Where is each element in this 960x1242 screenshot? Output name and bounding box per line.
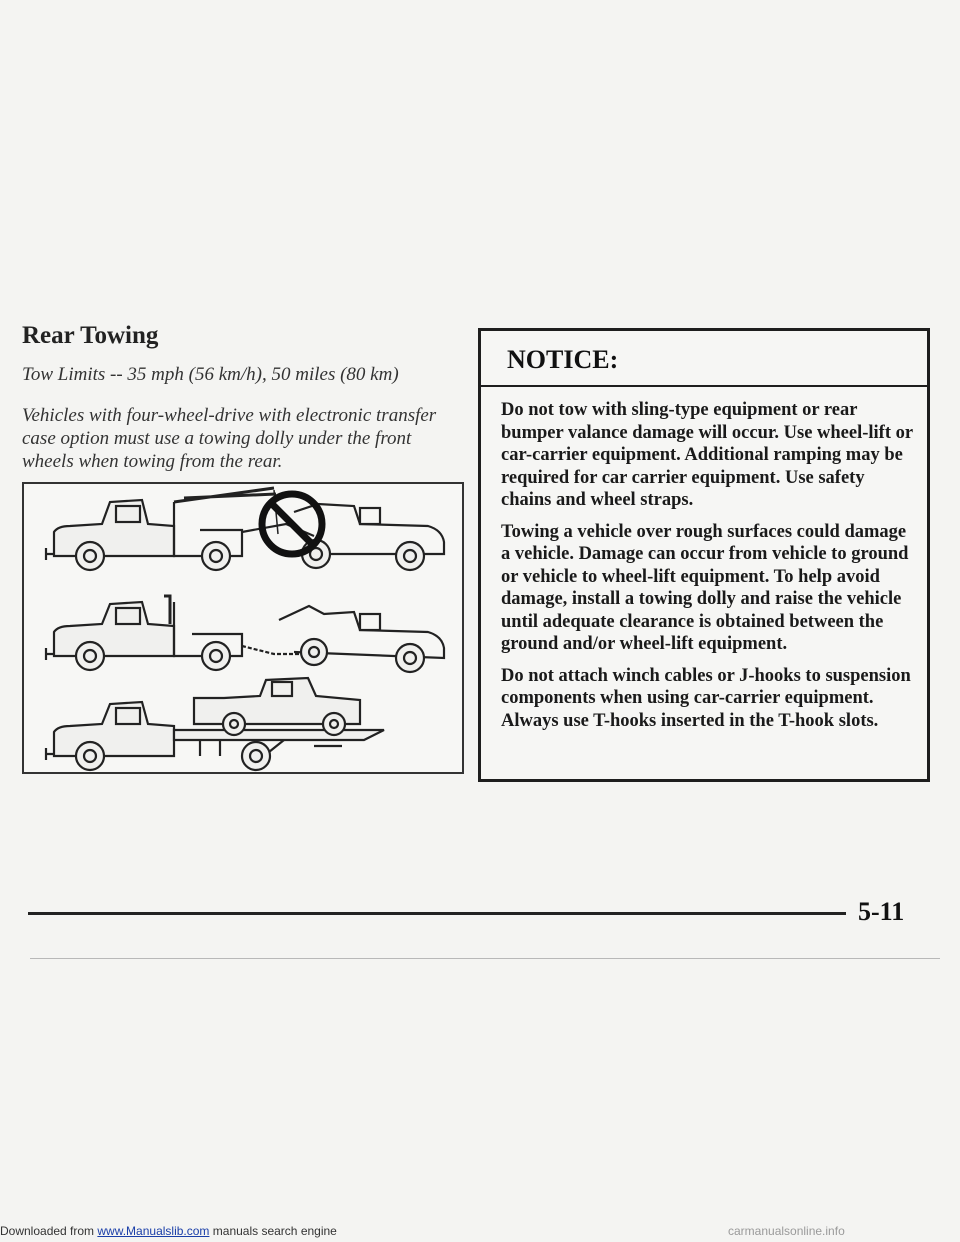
manualslib-link[interactable]: www.Manualslib.com [97,1224,210,1238]
notice-paragraph-rough-surfaces: Towing a vehicle over rough surfaces could damage a vehicle. Damage can occur from vehicle to ground or vehicle to wheel-lift equipment. To help avoid damage, install a towing dolly and raise the vehicle until adequate clearance is obtained between the ground and/or wheel-lift equipment. [501,521,909,654]
prohibited-icon [262,494,322,554]
notice-heading: NOTICE: [481,331,927,387]
notice-box [478,328,930,782]
dolly-requirement-text: Vehicles with four-wheel-drive with electronic transfer case option must use a towing dolly under the front wheels when towing from the rear. [22,405,437,472]
towing-diagram [24,484,462,772]
sling-tow-scene [46,488,444,570]
footer-watermark: carmanualsonline.info [728,1224,845,1238]
section-title: Rear Towing [22,322,159,349]
download-banner [0,1224,337,1238]
car-carrier-scene [46,678,384,770]
notice-body [481,387,927,732]
towing-methods-illustration [22,482,464,774]
page-number: 5-11 [858,897,905,926]
scan-artifact-line [30,958,940,959]
tow-limits-text: Tow Limits -- 35 mph (56 km/h), 50 miles (80 km) [22,364,399,385]
wheel-lift-scene [46,596,444,672]
rear-towing-section [22,322,472,473]
notice-paragraph-hooks: Do not attach winch cables or J-hooks to suspension components when using car-carrier equipment. Always use T-hooks inserted in the T-hook slots. [501,665,911,731]
notice-paragraph-equipment: Do not tow with sling-type equipment or rear bumper valance damage will occur. Use wheel-lift or car-carrier equipment. Additional ramping may be required for car carrier equipment. Use safety chains and wheel straps. [501,400,913,510]
download-banner-prefix: Downloaded from [0,1224,98,1238]
footer-rule [28,912,846,915]
download-banner-suffix: manuals search engine [209,1224,337,1238]
